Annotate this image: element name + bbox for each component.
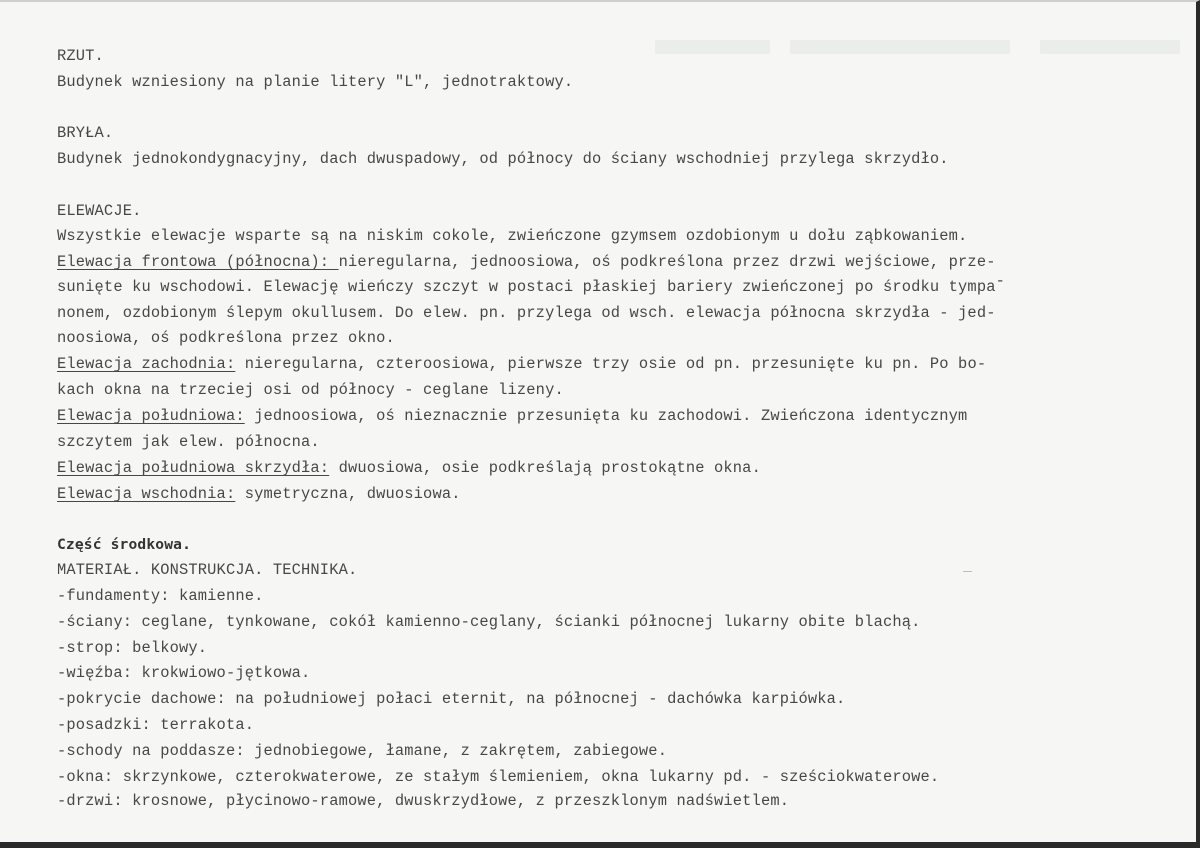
elewacja-zachodnia-text: nieregularna, czteroosiowa, pierwsze trzy osie od pn. przesunięte ku pn. Po bo-: [235, 355, 987, 373]
heading-material: MATERIAŁ. KONSTRUKCJA. TECHNIKA.: [57, 561, 358, 579]
material-item: -pokrycie dachowe: na południowej połaci eternit, na północnej - dachówka karpiówka.: [57, 690, 846, 708]
rzut-text: Budynek wzniesiony na planie litery "L", jednotraktowy.: [57, 73, 574, 91]
elewacja-poludniowa-skrzydla-label: Elewacja południowa skrzydła:: [57, 459, 330, 477]
hyphen-mark: -: [995, 272, 1005, 290]
elewacja-poludniowa-line: szczytem jak elew. północna.: [57, 433, 320, 451]
elewacja-poludniowa-skrzydla-text: dwuosiowa, osie podkreślają prostokątne okna.: [329, 459, 761, 477]
material-item: -posadzki: terrakota.: [57, 716, 255, 734]
material-item: -strop: belkowy.: [57, 639, 208, 657]
material-item: -fundamenty: kamienne.: [57, 587, 264, 605]
elewacja-frontowa-line: nonem, ozdobionym ślepym okullusem. Do elew. pn. przylega od wsch. elewacja północna skrzydła - jed-: [57, 304, 996, 322]
elewacja-wschodnia-line: [57, 484, 461, 504]
stray-mark: [963, 571, 972, 572]
elewacja-poludniowa-line: [57, 406, 967, 426]
elewacja-wschodnia-label: Elewacja wschodnia:: [57, 485, 236, 503]
elewacja-frontowa-line: noosiowa, oś podkreślona przez okno.: [57, 329, 395, 347]
heading-elewacje: ELEWACJE.: [57, 202, 142, 220]
elewacja-poludniowa-skrzydla-line: [57, 458, 761, 478]
heading-bryla: BRYŁA.: [57, 124, 114, 142]
bleed-through-mark: [1040, 40, 1180, 54]
material-item: -okna: skrzynkowe, czterokwaterowe, ze stałym ślemieniem, okna lukarny pd. - sześciokwaterowe.: [57, 768, 940, 786]
elewacja-zachodnia-line: kach okna na trzeciej osi od północy - ceglane lizeny.: [57, 381, 564, 399]
material-item: -drzwi: krosnowe, płycinowo-ramowe, dwuskrzydłowe, z przeszklonym nadświetlem.: [57, 792, 790, 810]
elewacja-frontowa-line: [57, 252, 996, 272]
heading-rzut: RZUT.: [57, 47, 104, 65]
elewacja-zachodnia-label: Elewacja zachodnia:: [57, 355, 236, 373]
bleed-through-mark: [790, 40, 1010, 54]
elewacja-frontowa-text: nieregularna, jednoosiowa, oś podkreślona przez drzwi wejściowe, prze-: [338, 253, 996, 271]
elewacja-zachodnia-line: [57, 354, 986, 374]
elewacja-frontowa-label: Elewacja frontowa (północna):: [57, 253, 339, 271]
material-item: -więźba: krokwiowo-jętkowa.: [57, 664, 311, 682]
material-item: -schody na poddasze: jednobiegowe, łamane, z zakrętem, zabiegowe.: [57, 742, 668, 760]
elewacja-poludniowa-text: jednoosiowa, oś nieznacznie przesunięta ku zachodowi. Zwieńczona identycznym: [244, 407, 968, 425]
bryla-text: Budynek jednokondygnacyjny, dach dwuspadowy, od północy do ściany wschodniej przylega skrzydło.: [57, 150, 949, 168]
elewacja-poludniowa-label: Elewacja południowa:: [57, 407, 245, 425]
elewacja-frontowa-line: [57, 272, 1005, 297]
material-item: -ściany: ceglane, tynkowane, cokół kamienno-ceglany, ścianki północnej lukarny obite blachą.: [57, 613, 921, 631]
heading-czesc-srodkowa: Część środkowa.: [57, 536, 192, 553]
elewacje-intro: Wszystkie elewacje wsparte są na niskim cokole, zwieńczone gzymsem ozdobionym u dołu ząbkowaniem.: [57, 227, 968, 245]
elewacja-frontowa-text: sunięte ku wschodowi. Elewację wieńczy szczyt w postaci płaskiej bariery zwieńczonej po środku tympa: [57, 278, 996, 296]
elewacja-wschodnia-text: symetryczna, dwuosiowa.: [235, 485, 461, 503]
bleed-through-mark: [655, 40, 770, 54]
